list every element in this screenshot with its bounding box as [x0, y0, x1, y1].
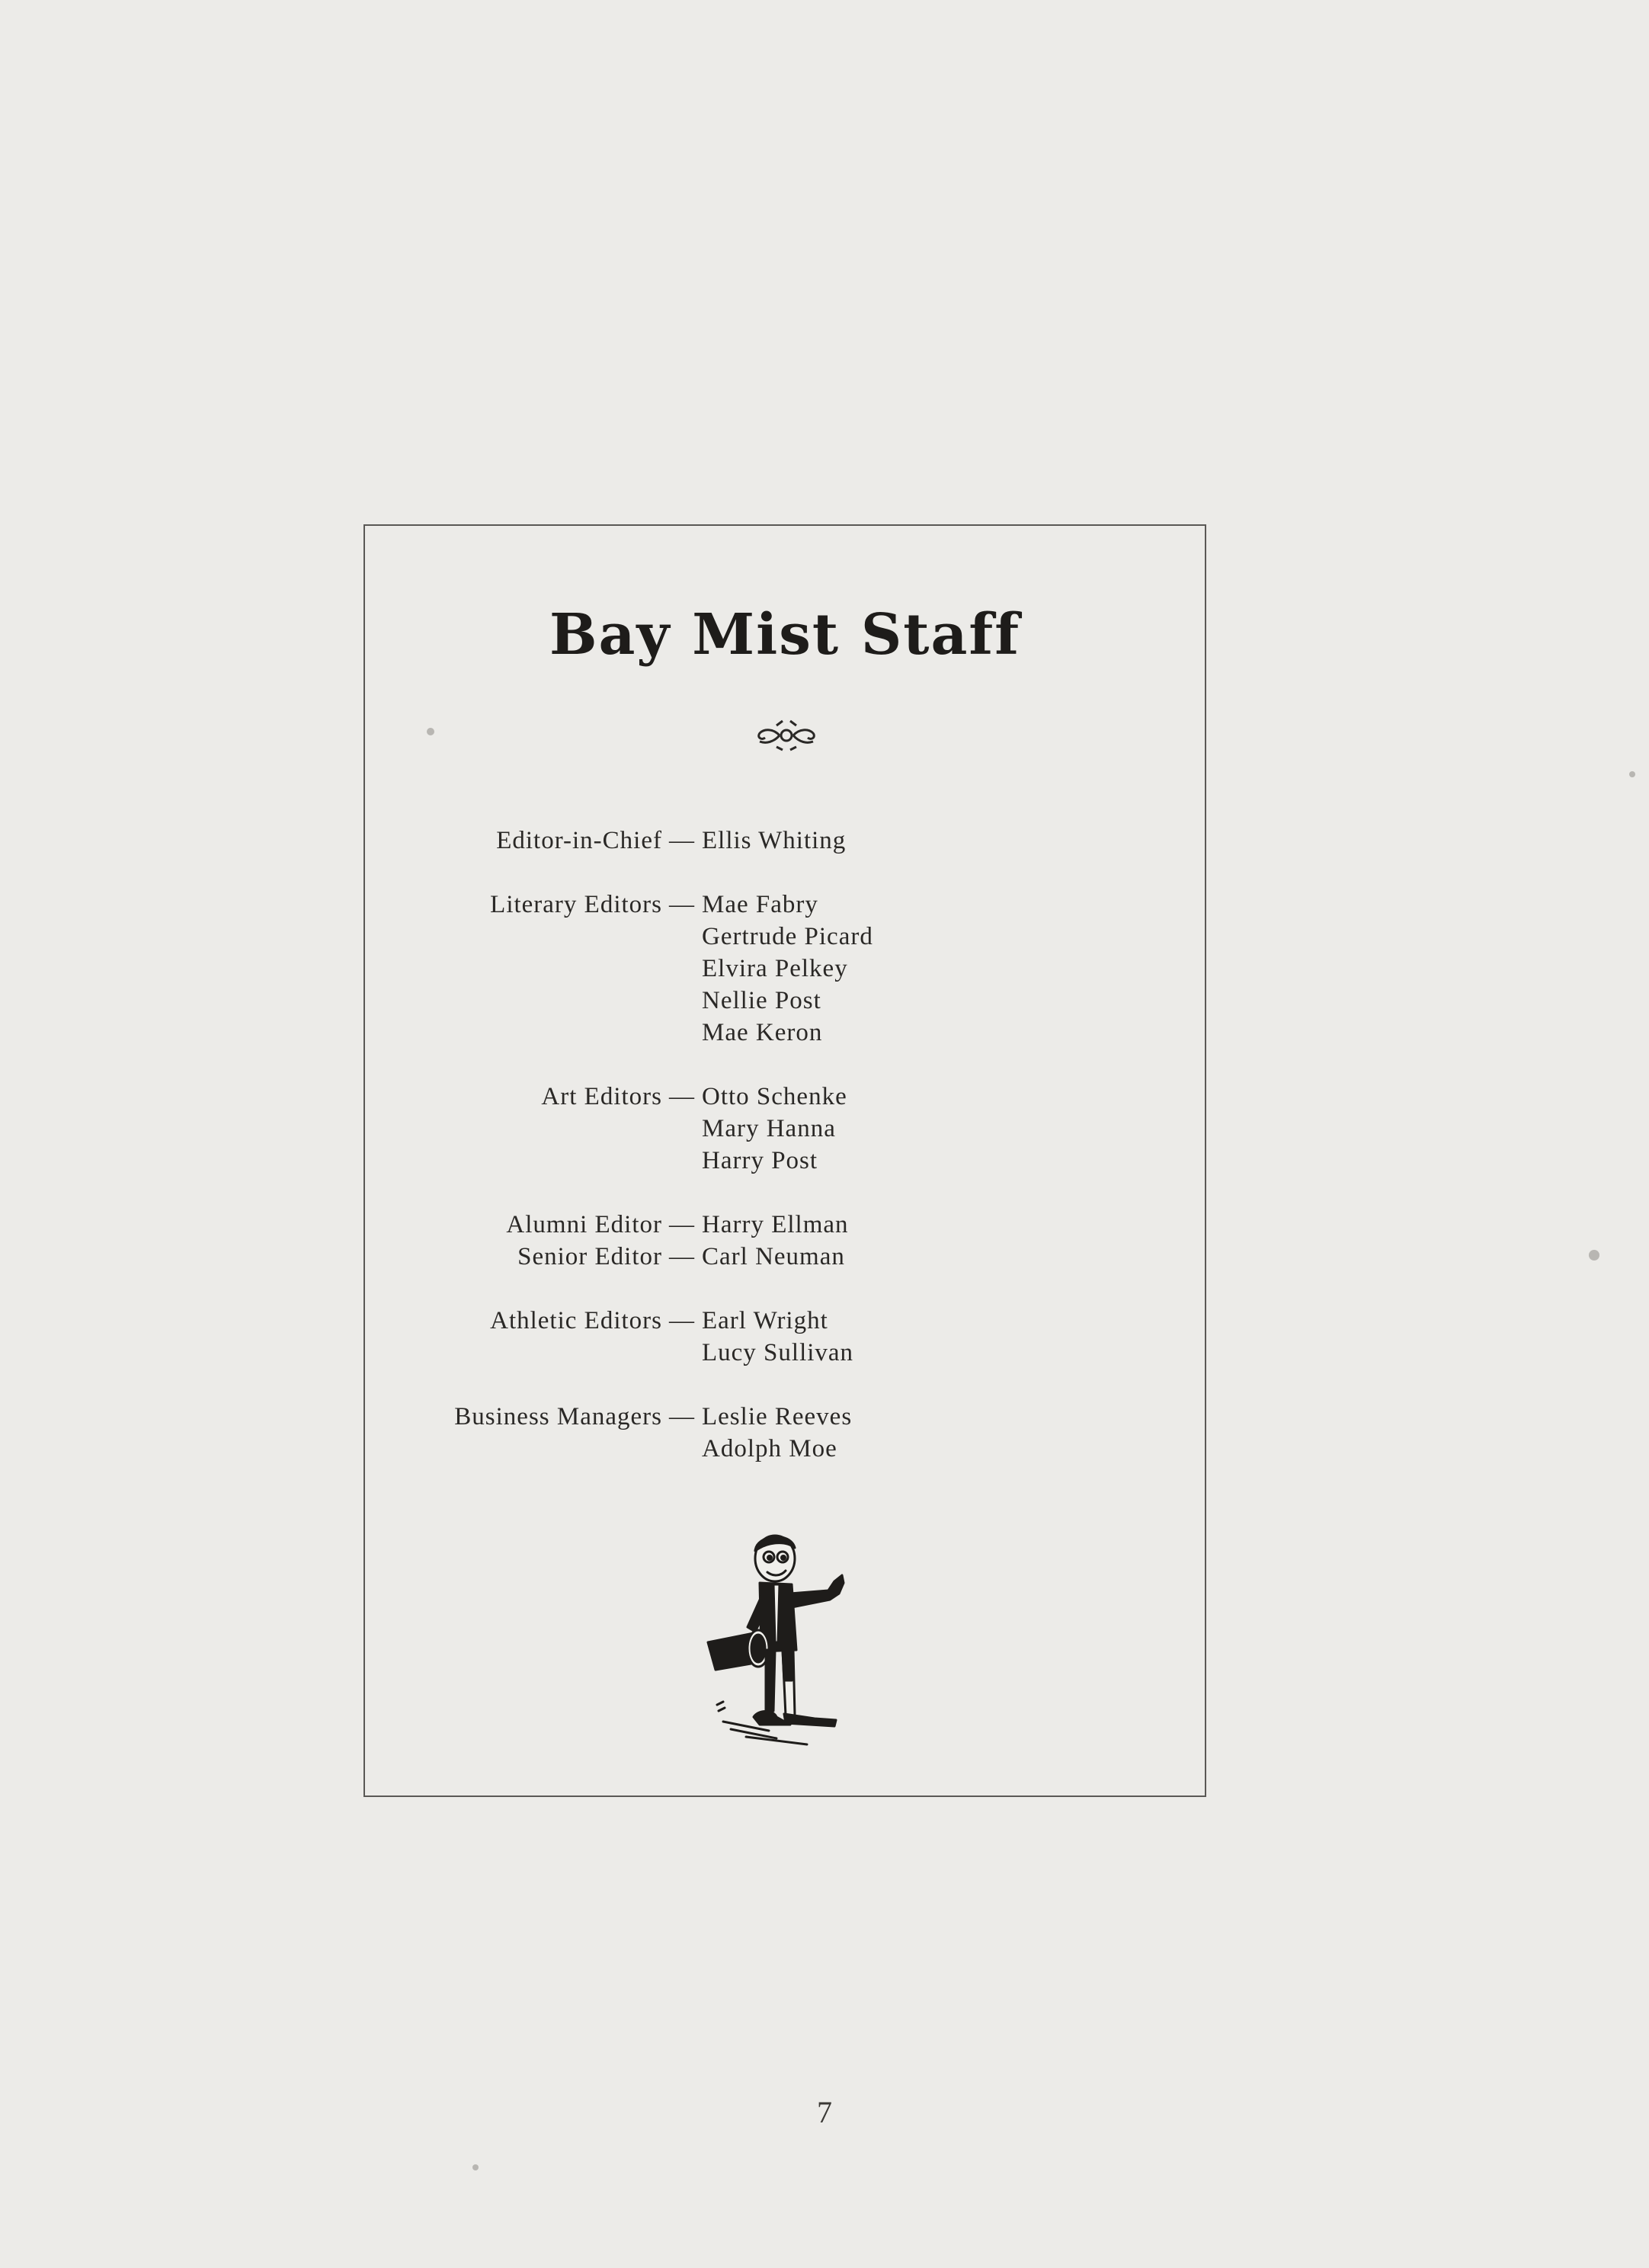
staff-group	[365, 889, 1205, 1049]
em-dash: —	[669, 1243, 695, 1270]
staff-group	[365, 1401, 1205, 1465]
staff-line	[365, 985, 1205, 1017]
staff-name: Earl Wright	[702, 1307, 828, 1334]
staff-line	[365, 825, 1205, 857]
staff-line	[365, 1433, 1205, 1465]
staff-role: Art Editors	[541, 1083, 662, 1110]
em-dash: —	[669, 1403, 695, 1430]
em-dash: —	[669, 827, 695, 854]
staff-line	[365, 953, 1205, 985]
staff-name: Gertrude Picard	[702, 923, 873, 950]
staff-name: Harry Ellman	[702, 1211, 849, 1238]
staff-role: Senior Editor	[517, 1243, 662, 1270]
cartoon-boy-with-hat-illustration	[700, 1528, 876, 1764]
staff-line	[365, 889, 1205, 921]
staff-line	[365, 1145, 1205, 1177]
staff-name: Adolph Moe	[702, 1435, 837, 1462]
staff-role: Literary Editors	[490, 891, 662, 918]
paper-speck	[472, 2164, 479, 2170]
staff-name: Nellie Post	[702, 987, 821, 1014]
staff-roster	[365, 825, 1205, 1497]
staff-name: Lucy Sullivan	[702, 1339, 854, 1366]
staff-group	[365, 1305, 1205, 1369]
staff-line	[365, 921, 1205, 953]
paper-speck	[1589, 1250, 1599, 1261]
staff-group	[365, 825, 1205, 857]
staff-name: Leslie Reeves	[702, 1403, 853, 1430]
staff-name: Elvira Pelkey	[702, 955, 848, 982]
staff-name: Mary Hanna	[702, 1115, 836, 1142]
staff-group	[365, 1209, 1205, 1273]
staff-box	[363, 524, 1206, 1797]
staff-line	[365, 1081, 1205, 1113]
staff-line	[365, 1113, 1205, 1145]
staff-name: Mae Fabry	[702, 891, 818, 918]
staff-role: Athletic Editors	[490, 1307, 662, 1334]
staff-line	[365, 1241, 1205, 1273]
staff-role: Alumni Editor	[506, 1211, 662, 1238]
ornament-flourish-icon	[746, 716, 827, 754]
staff-role: Business Managers	[454, 1403, 662, 1430]
staff-line	[365, 1305, 1205, 1337]
em-dash: —	[669, 1307, 695, 1334]
staff-line	[365, 1337, 1205, 1369]
em-dash: —	[669, 1083, 695, 1110]
em-dash: —	[669, 1211, 695, 1238]
staff-role: Editor-in-Chief	[496, 827, 662, 854]
staff-line	[365, 1209, 1205, 1241]
em-dash: —	[669, 891, 695, 918]
staff-name: Otto Schenke	[702, 1083, 847, 1110]
staff-name: Mae Keron	[702, 1019, 823, 1046]
staff-line	[365, 1401, 1205, 1433]
staff-name: Harry Post	[702, 1147, 818, 1174]
page-number: 7	[817, 2095, 832, 2129]
page-title: Bay Mist Staff	[549, 602, 1021, 668]
paper-speck	[1629, 771, 1635, 777]
staff-line	[365, 1017, 1205, 1049]
staff-name: Carl Neuman	[702, 1243, 845, 1270]
staff-group	[365, 1081, 1205, 1177]
staff-name: Ellis Whiting	[702, 827, 847, 854]
